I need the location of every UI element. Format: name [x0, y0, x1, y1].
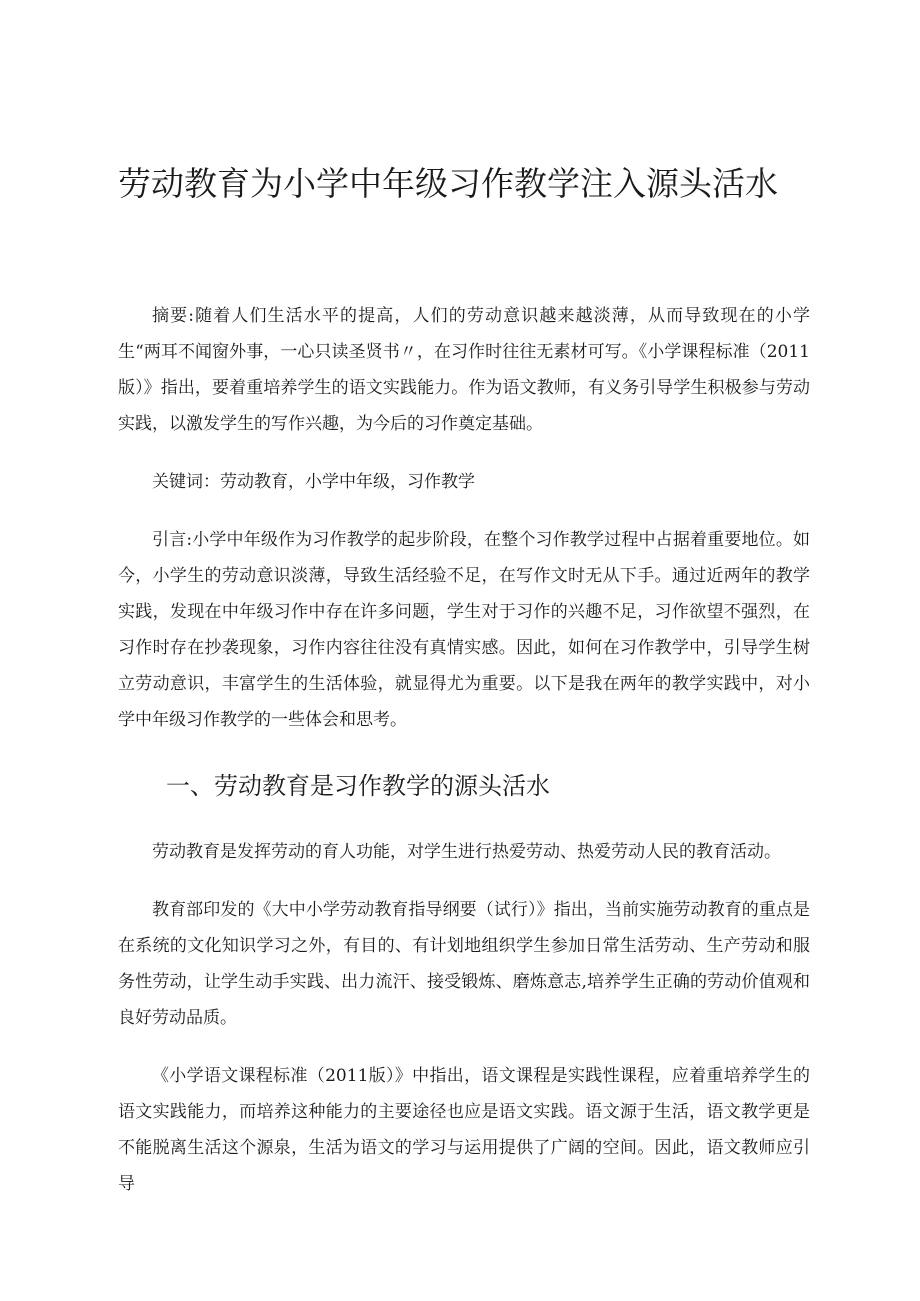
abstract-paragraph: 摘要:随着人们生活水平的提高，人们的劳动意识越来越淡薄，从而导致现在的小学生“两耳不闻窗外事，一心只读圣贤书〃，在习作时往往无素材可写。《小学课程标准（2011版）》指出，要着重培养学生的语文实践能力。作为语文教师，有义务引导学生积极参与劳动实践，以激发学生的写作兴趣，为今后的习作奠定基础。: [118, 306, 810, 434]
document-title: 劳动教育为小学中年级习作教学注入源头活水: [118, 164, 778, 203]
section-1-paragraph-1: 劳动教育是发挥劳动的育人功能，对学生进行热爱劳动、热爱劳动人民的教育活动。: [152, 842, 781, 862]
section-1-paragraph-3: 《小学语文课程标准（2011版）》中指出，语文课程是实践性课程，应着重培养学生的语文实践能力，而培养这种能力的主要途径也应是语文实践。语文源于生活，语文教学更是不能脱离生活这个源泉，生活为语文的学习与运用提供了广阔的空间。因此，语文教师应引导: [118, 1066, 810, 1194]
introduction-paragraph: 引言:小学中年级作为习作教学的起步阶段，在整个习作教学过程中占据着重要地位。如今，小学生的劳动意识淡薄，导致生活经验不足，在写作文时无从下手。通过近两年的教学实践，发现在中年级习作中存在许多问题，学生对于习作的兴趣不足，习作欲望不强烈，在习作时存在抄袭现象，习作内容往往没有真情实感。因此，如何在习作教学中，引导学生树立劳动意识，丰富学生的生活体验，就显得尤为重要。以下是我在两年的教学实践中，对小学中年级习作教学的一些体会和思考。: [118, 530, 810, 730]
section-1-heading: 一、劳动教育是习作教学的源头活水: [166, 772, 550, 800]
section-1-paragraph-2: 教育部印发的《大中小学劳动教育指导纲要（试行）》指出，当前实施劳动教育的重点是在系统的文化知识学习之外，有目的、有计划地组织学生参加日常生活劳动、生产劳动和服务性劳动，让学生动手实践、出力流汗、接受锻炼、磨炼意志,培养学生正确的劳动价值观和良好劳动品质。: [118, 900, 810, 1028]
keywords-paragraph: 关键词：劳动教育，小学中年级，习作教学: [152, 472, 475, 492]
